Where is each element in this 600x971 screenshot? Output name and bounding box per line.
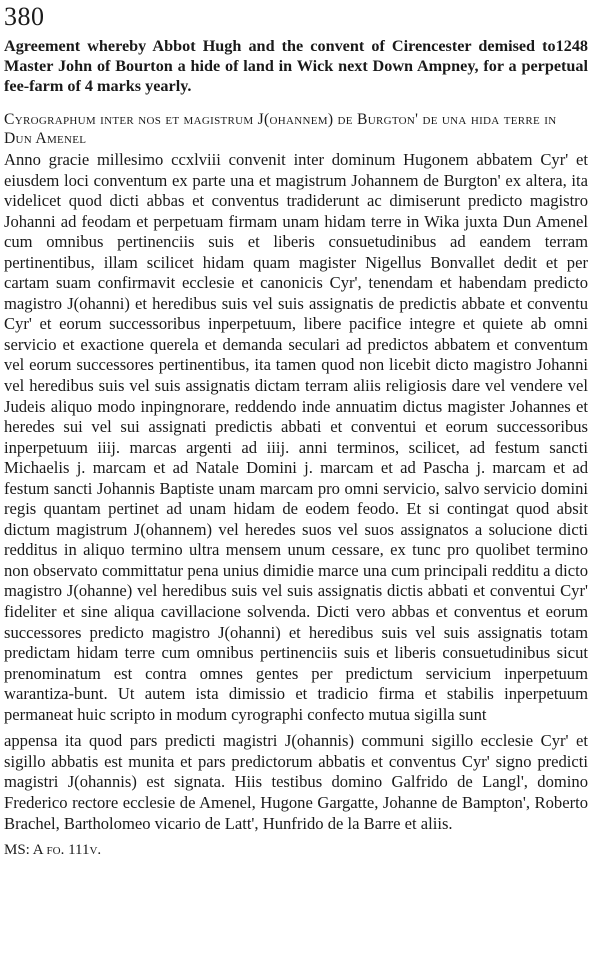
document-summary — [4, 36, 588, 96]
charter-text-part-2: appensa ita quod pars predicti magistri J(ohannis) communi sigillo ecclesie Cyr' et sigillo abbatis est munita et pars predictorum abbatis et conventus Cyr' signo predicti magistri J(ohannis) est signata. Hiis testibus domino Galfrido de Langl', domino Frederico rectore ecclesie de Amenel, Hugone Gargatte, Johanne de Bampton', Roberto Brachel, Bartholomeo vicario de Latt', Hunfrido de la Barre et aliis. — [4, 731, 588, 833]
manuscript-reference: MS: A fo. 111v. — [4, 842, 102, 859]
charter-heading: Cyrographum inter nos et magistrum J(ohannem) de Burgton' de una hida terre in Dun Amenel — [4, 111, 557, 147]
document-page — [4, 0, 588, 860]
document-date: 1248 — [555, 37, 588, 55]
charter-text-part-1: Anno gracie millesimo ccxlviii convenit inter dominum Hugonem abbatem Cyr' et eiusdem loci conventum ex parte una et magistrum Johannem de Burgton' ex altera, ita videlicet quod dicti abbas et conventus tradiderunt ac dimiserunt predicto magistro Johanni ad feodam et perpetuam firmam unam hidam terre in Wika juxta Dun Amenel cum omnibus pertinenciis suis et liberis consuetudinibus ad eandem terram pertinentibus, illam scilicet hidam quam magister Nigellus Bonvallet dedit et per cartam suam confirmavit ecclesie et canonicis Cyr', tenendam et habendam predicto magistro J(ohanni) et heredibus suis vel suis assignatis de predictis abbate et conventu Cyr' et eorum successoribus inperpetuum, libere pacifice integre et quiete ab omni servicio et exactione querela et demanda seculari ad predictos abbatem et conventum vel eorum successores pertinentibus, ita tamen quod non licebit dicto magistro Johanni vel heredibus suis vel suis assignatis dictam terram aliis religiosis dare vel vendere vel Judeis aliquo modo inpingnorare, reddendo inde annuatim dictus magister Johannes et heredes sui vel sui assignati predictis abbati et conventui et eorum successoribus inperpetuum iiij. marcas argenti ad iiij. anni terminos, scilicet, ad festum sancti Michaelis j. marcam et ad Natale Domini j. marcam et ad Pascha j. marcam et ad festum sancti Johannis Baptiste unam marcam pro omni servicio, salvo servicio domini regis quantam pertinet ad unam hidam de eodem feodo. Et si contingat quod absit dictum magistrum J(ohannem) vel heredes suos vel suos assignatos a solucione dicti redditus in aliquo termino ultra mensem unum cessare, ex tunc pro quolibet termino non observato committatur pena unius dimidie marce una cum principali redditu a dicto magistro J(ohanne) vel heredibus suis vel suis assignatis dictis abbati et conventui Cyr' fideliter et sine aliqua cavillacione solvenda. Dicti vero abbas et conventus et eorum successores predicto magistro J(ohanni) et heredibus suis vel suis assignatis totam predictam hidam terre cum omnibus pertinenciis suis et liberis consuetudinibus sicut prenominatum est contra omnes gentes per predictum servicium inperpetuum warantiza-bunt. Ut autem ista dimissio et tradicio firma et stabilis inperpetuum permaneat huic scripto in modum cyrographi confecto mutua sigilla sunt — [4, 150, 588, 724]
page-number: 380 — [4, 2, 45, 31]
summary-text: Agreement whereby Abbot Hugh and the convent of Cirencester demised to Master John of Bourton a hide of land in Wick next Down Ampney, for a perpetual fee-farm of 4 marks yearly. — [4, 37, 588, 95]
